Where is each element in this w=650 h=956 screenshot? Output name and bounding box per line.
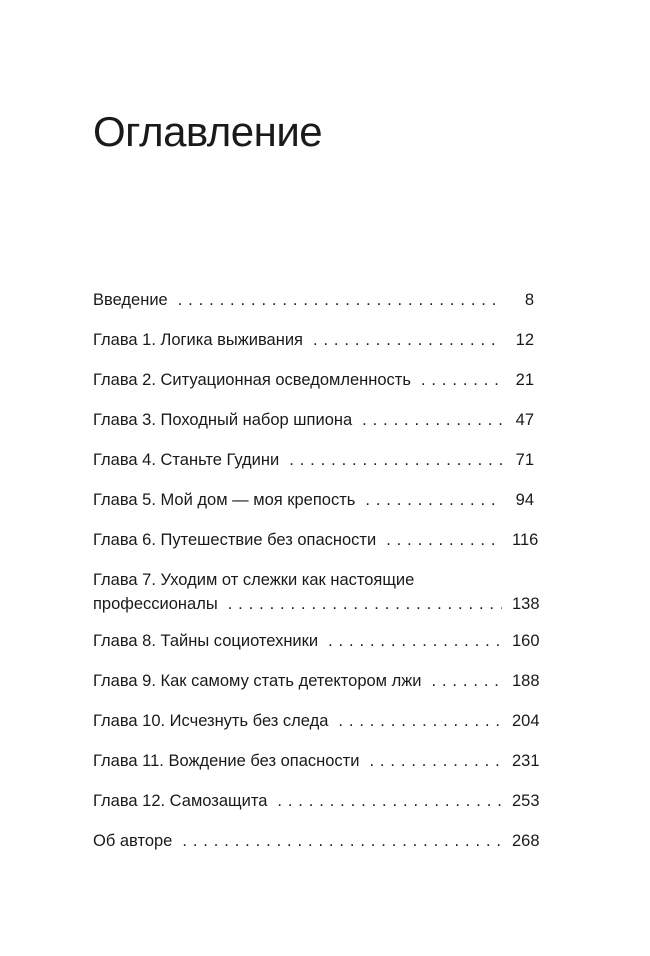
toc-entry-label: Глава 9. Как самому стать детектором лжи [93, 672, 422, 690]
toc-entry-page: 160 [512, 632, 540, 650]
dot-leader [182, 829, 502, 853]
toc-entry-chapter-8[interactable] [93, 629, 540, 653]
toc-entry-label: Введение [93, 291, 168, 309]
dot-leader [313, 328, 502, 352]
toc-entry-page: 231 [512, 752, 540, 770]
toc-entry-label: Глава 12. Самозащита [93, 792, 268, 810]
toc-entry-page: 47 [515, 411, 534, 429]
toc-entry-label: Глава 8. Тайны социотехники [93, 632, 319, 650]
toc-entry-page: 71 [515, 451, 534, 469]
toc-entry-page: 21 [515, 371, 534, 389]
toc-entry-label: Глава 1. Логика выживания [93, 331, 303, 349]
dot-leader [178, 288, 502, 312]
toc-entry-label: Глава 5. Мой дом — моя крепость [93, 491, 356, 509]
toc-entry-label-line-2: профессионалы [93, 595, 218, 613]
toc-entry-chapter-11[interactable] [93, 749, 540, 773]
toc-entry-about-author[interactable] [93, 829, 540, 853]
toc-entry-label: Глава 4. Станьте Гудини [93, 451, 280, 469]
toc-entry-chapter-10[interactable] [93, 709, 540, 733]
dot-leader [277, 789, 502, 813]
toc-entry-chapter-12[interactable] [93, 789, 540, 813]
toc-entry-page: 12 [515, 331, 534, 349]
toc-entry-label: Глава 11. Вождение без опасности [93, 752, 360, 770]
dot-leader [432, 669, 503, 693]
toc-entry-chapter-6[interactable] [93, 528, 539, 552]
toc-entry-chapter-9[interactable] [93, 669, 540, 693]
dot-leader [369, 749, 502, 773]
toc-entry-chapter-4[interactable] [93, 448, 534, 472]
toc-entry-label: Глава 3. Походный набор шпиона [93, 411, 353, 429]
toc-list [93, 288, 540, 869]
toc-entry-row [93, 592, 540, 616]
toc-entry-chapter-5[interactable] [93, 488, 534, 512]
toc-entry-chapter-2[interactable] [93, 368, 534, 392]
toc-entry-chapter-7[interactable] [93, 568, 540, 616]
dot-leader [289, 448, 502, 472]
toc-entry-label-line-1: Глава 7. Уходим от слежки как настоящие [93, 571, 415, 589]
toc-entry-page: 253 [512, 792, 540, 810]
toc-entry-label: Об авторе [93, 832, 173, 850]
toc-entry-page: 138 [512, 595, 540, 613]
dot-leader [362, 408, 502, 432]
dot-leader [338, 709, 502, 733]
toc-entry-chapter-3[interactable] [93, 408, 534, 432]
toc-entry-label: Глава 6. Путешествие без опасности [93, 531, 377, 549]
page-title: Оглавление [93, 108, 323, 155]
toc-entry-page: 8 [524, 291, 534, 309]
toc-entry-page: 204 [512, 712, 540, 730]
dot-leader [386, 528, 502, 552]
dot-leader [328, 629, 502, 653]
toc-entry-page: 94 [515, 491, 534, 509]
toc-entry-page: 116 [512, 531, 539, 549]
toc-entry-chapter-1[interactable] [93, 328, 534, 352]
dot-leader [365, 488, 502, 512]
toc-entry-introduction[interactable] [93, 288, 534, 312]
toc-entry-page: 268 [512, 832, 540, 850]
dot-leader [228, 592, 502, 616]
toc-entry-label: Глава 10. Исчезнуть без следа [93, 712, 329, 730]
toc-entry-page: 188 [512, 672, 540, 690]
toc-entry-label: Глава 2. Ситуационная осведомленность [93, 371, 411, 389]
dot-leader [421, 368, 502, 392]
